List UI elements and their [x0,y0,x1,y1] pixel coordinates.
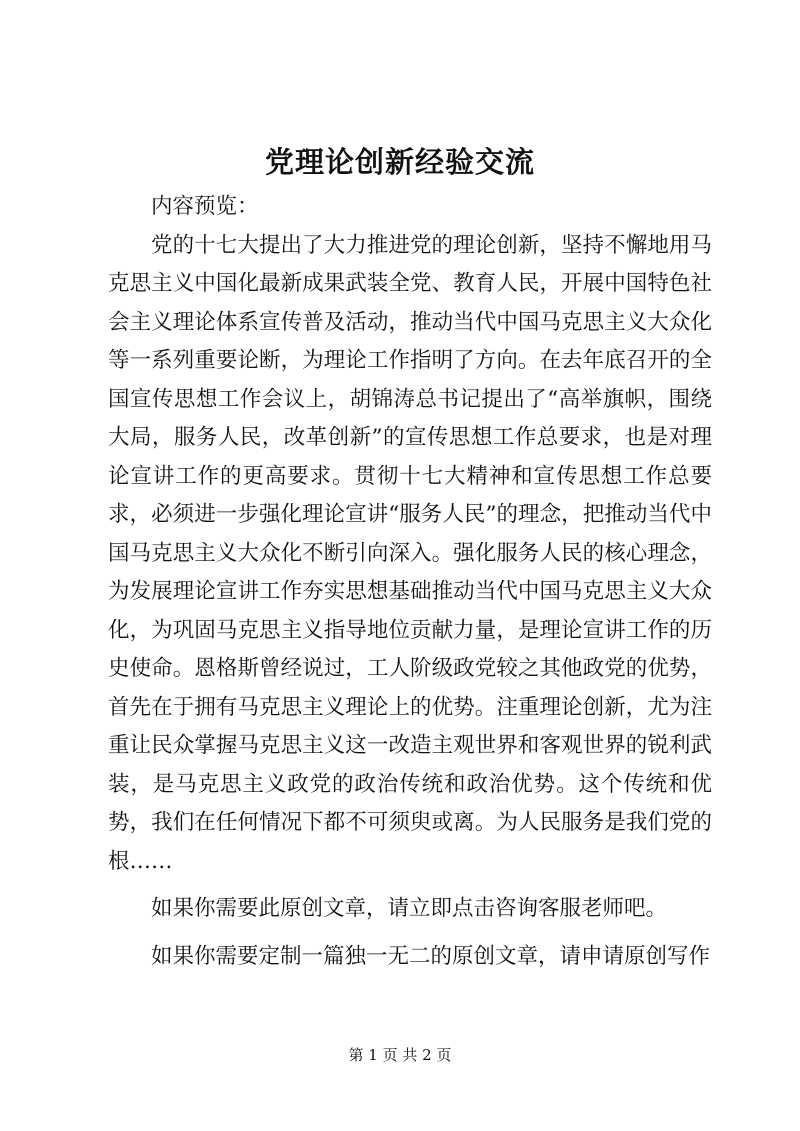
preview-label: 内容预览： [151,194,259,219]
preview-body-paragraph: 党的十七大提出了大力推进党的理论创新，坚持不懈地用马克思主义中国化最新成果武装全党、教育人民，开展中国特色社会主义理论体系宣传普及活动，推动当代中国马克思主义大众化等一系列重要论断，为理论工作指明了方向。在去年底召开的全国宣传思想工作会议上，胡锦涛总书记提出了“高举旗帜，围绕大局，服务人民，改革创新”的宣传思想工作总要求，也是对理论宣讲工作的更高要求。贯彻十七大精神和宣传思想工作总要求，必须进一步强化理论宣讲“服务人民”的理念，把推动当代中国马克思主义大众化不断引向深入。强化服务人民的核心理念，为发展理论宣讲工作夯实思想基础推动当代中国马克思主义大众化，为巩固马克思主义指导地位贡献力量，是理论宣讲工作的历史使命。恩格斯曾经说过，工人阶级政党较之其他政党的优势，首先在于拥有马克思主义理论上的优势。注重理论创新，尤为注重让民众掌握马克思主义这一改造主观世界和客观世界的锐利武装，是马克思主义政党的政治传统和政治优势。这个传统和优势，我们在任何情况下都不可须臾或离。为人民服务是我们党的根…… [108,232,712,874]
page-number-footer: 第 1 页 共 2 页 [348,1046,452,1064]
document-title: 党理论创新经验交流 [264,145,535,179]
document-content [108,188,712,976]
consult-notice: 如果你需要此原创文章，请立即点击咨询客服老师吧。 [151,896,668,921]
custom-writing-notice: 如果你需要定制一篇独一无二的原创文章，请申请原创写作 [151,943,711,969]
